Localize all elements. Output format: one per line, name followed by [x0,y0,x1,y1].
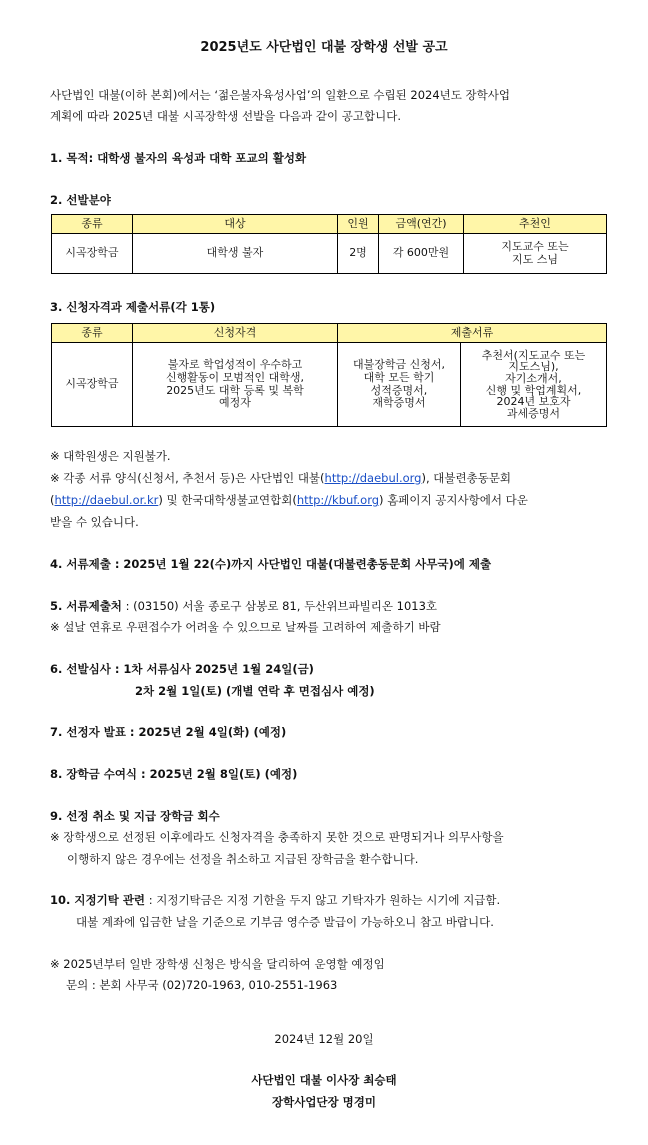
documents1-line-2: 대학 모든 학기 [363,370,435,384]
documents2-line-1: 추천서(지도교수 또는 [481,348,586,362]
submission-address-note: ※ 설날 연휴로 우편접수가 어려울 수 있으므로 날짜를 고려하여 제출하기 바람 [50,620,441,634]
selection-cell-recommender [464,234,607,274]
selection-cell-kind: 시곡장학금 [52,234,133,274]
note-forms-text-a: ※ 각종 서류 양식(신청서, 추천서 등)은 사단법인 대불( [50,471,325,485]
note-forms-line-2 [50,493,610,508]
section-selection-heading: 2. 선발분야 [50,193,111,207]
selection-cell-count: 2명 [338,234,379,274]
eligibility-cell-documents-2 [461,343,607,427]
footnote-contact: 문의 : 본회 사무국 (02)720-1963, 010-2551-1963 [66,978,338,992]
note-forms-text-b: ), 대불련총동문회 [421,471,512,485]
documents2-line-6: 과세증명서 [506,406,561,420]
eligibility-header-qualification: 신청자격 [133,324,338,343]
qualification-line-3: 2025년도 대학 등록 및 복학 [166,383,304,397]
designated-donation-line-1: : 지정기탁금은 지정 기한을 두지 않고 기탁자가 원하는 시기에 지급함. [145,893,501,907]
qualification-line-4: 예정자 [219,396,251,410]
documents1-line-4: 재학증명서 [372,396,426,410]
announcement-date: 2024년 12월 20일 [274,1032,374,1046]
selection-header-amount: 금액(연간) [379,215,464,234]
section-designated-donation [50,893,610,908]
selection-header-count: 인원 [338,215,379,234]
selection-cell-amount: 각 600만원 [379,234,464,274]
section-purpose: 1. 목적: 대학생 불자의 육성과 대학 포교의 활성화 [50,151,307,165]
section-eligibility-heading: 3. 신청자격과 제출서류(각 1통) [50,300,216,314]
page-title: 2025년도 사단법인 대불 장학생 선발 공고 [200,40,448,55]
intro-line-2: 계획에 따라 2025년 대불 시곡장학생 선발을 다음과 같이 공고합니다. [50,109,401,123]
eligibility-header-documents: 제출서류 [338,324,607,343]
note-forms-line-1 [50,471,610,486]
note-forms-text-c: ( [50,493,55,507]
signature-chairman: 사단법인 대불 이사장 최승태 [251,1073,397,1087]
eligibility-header-kind: 종류 [52,324,133,343]
recommender-line-1: 지도교수 또는 [501,239,569,253]
selection-header-recommender: 추천인 [464,215,607,234]
submission-address-label: 5. 서류제출처 [50,599,122,613]
documents2-line-2: 지도스님), [508,360,559,374]
documents1-line-3: 성적증명서, [370,383,428,397]
documents2-line-5: 2024년 보호자 [496,395,571,409]
submission-address-value: : (03150) 서울 종로구 삼봉로 81, 두산위브파빌리온 1013호 [121,599,438,613]
selection-header-kind: 종류 [52,215,133,234]
selection-header-target: 대상 [133,215,338,234]
cancellation-line-1: ※ 장학생으로 선정된 이후에라도 신청자격을 충족하지 못한 것으로 판명되거나 의무사항을 [50,830,504,844]
documents1-line-1: 대불장학금 신청서, [352,358,445,372]
designated-donation-line-2: 대불 계좌에 입금한 날을 기준으로 기부금 영수증 발급이 가능하오니 참고 바랍니다. [76,915,494,929]
section-submission-address [50,599,610,614]
note-forms-text-d: ) 및 한국대학생불교연합회( [158,493,297,507]
documents2-line-3: 자기소개서, [505,371,562,385]
section-screening-line-1: 6. 선발심사 : 1차 서류심사 2025년 1월 24일(금) [50,662,314,676]
section-ceremony: 8. 장학금 수여식 : 2025년 2월 8일(토) (예정) [50,767,298,781]
note-graduate: ※ 대학원생은 지원불가. [50,449,171,463]
intro-line-1: 사단법인 대불(이하 본회)에서는 ‘젊은불자육성사업’의 일환으로 수립된 2024년도 장학사업 [50,88,510,102]
selection-cell-target: 대학생 불자 [133,234,338,274]
selection-table [51,214,607,274]
section-cancellation-heading: 9. 선정 취소 및 지급 장학금 회수 [50,809,220,823]
qualification-line-1: 불자로 학업성적이 우수하고 [167,358,303,372]
note-forms-text-e: ) 홈페이지 공지사항에서 다운 [379,493,528,507]
kbuf-org-link[interactable]: http://kbuf.org [296,493,380,507]
eligibility-cell-kind: 시곡장학금 [52,343,133,427]
section-announcement: 7. 선정자 발표 : 2025년 2월 4일(화) (예정) [50,725,287,739]
qualification-line-2: 신행활동이 모범적인 대학생, [165,370,304,384]
section-submission: 4. 서류제출 : 2025년 1월 22(수)까지 사단법인 대불(대불련총동문회 사무국)에 제출 [50,557,492,571]
designated-donation-label: 10. 지정기탁 관련 [50,893,146,907]
recommender-line-2: 지도 스님 [511,252,558,266]
section-screening-line-2: 2차 2월 1일(토) (개별 연락 후 면접심사 예정) [135,684,375,698]
documents2-line-4: 신행 및 학업계획서, [485,383,582,397]
footnote-line-1: ※ 2025년부터 일반 장학생 신청은 방식을 달리하여 운영할 예정임 [50,957,385,971]
daebul-org-link[interactable]: http://daebul.org [324,471,422,485]
eligibility-table [51,323,607,427]
signature-director: 장학사업단장 명경미 [272,1095,376,1109]
eligibility-cell-documents-1 [338,343,461,427]
cancellation-line-2: 이행하지 않은 경우에는 선정을 취소하고 지급된 장학금을 환수합니다. [67,852,419,866]
note-forms-line-3: 받을 수 있습니다. [50,515,139,529]
daebul-or-kr-link[interactable]: http://daebul.or.kr [54,493,159,507]
eligibility-cell-qualification [133,343,338,427]
